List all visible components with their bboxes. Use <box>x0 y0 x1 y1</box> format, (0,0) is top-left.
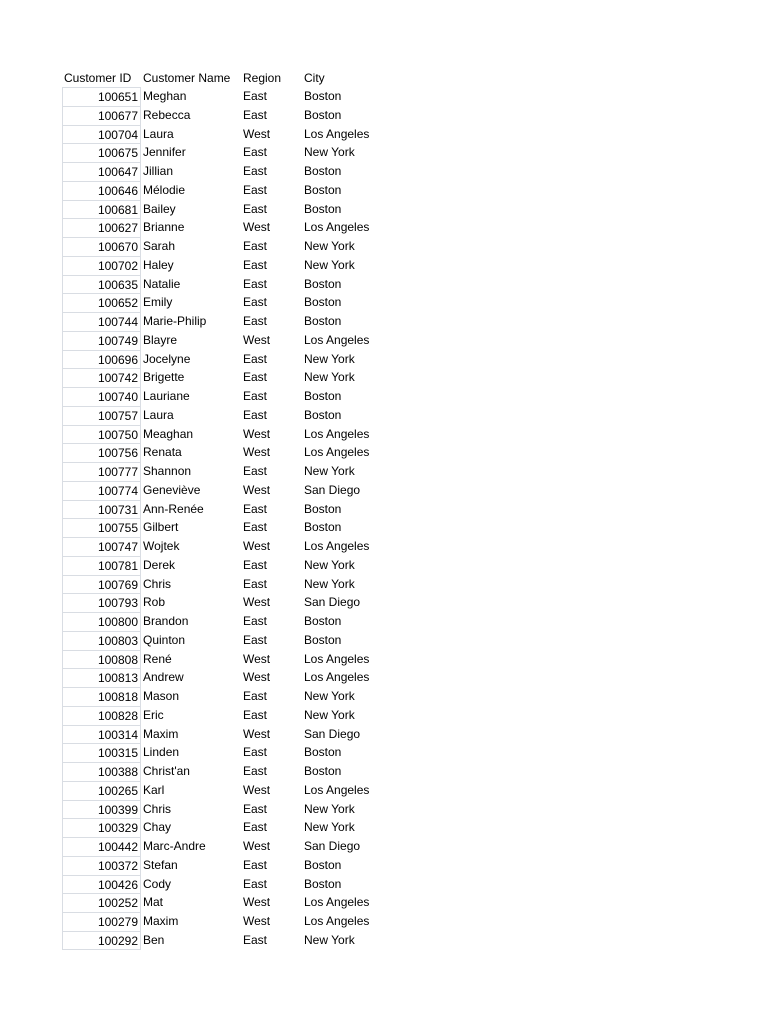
cell-city[interactable]: Boston <box>304 745 342 760</box>
cell-city[interactable]: Boston <box>304 295 342 310</box>
cell-customer-name[interactable]: Chris <box>143 576 172 591</box>
cell-customer-id[interactable]: 100652 <box>62 293 141 312</box>
cell-city[interactable]: New York <box>304 576 355 591</box>
cell-region[interactable]: East <box>243 107 268 122</box>
cell-region[interactable]: East <box>243 764 268 778</box>
cell-region[interactable]: West <box>243 839 271 853</box>
cell-region[interactable]: East <box>243 932 268 947</box>
cell-customer-id[interactable]: 100803 <box>62 631 141 650</box>
cell-customer-name[interactable]: Karl <box>143 782 165 797</box>
cell-customer-id[interactable]: 100756 <box>62 443 141 462</box>
cell-customer-name[interactable]: Jillian <box>143 164 174 178</box>
cell-customer-name[interactable]: Maxim <box>143 914 179 928</box>
cell-region[interactable]: West <box>243 332 271 347</box>
table-row <box>62 368 422 387</box>
cell-customer-name[interactable]: Chris <box>143 801 172 816</box>
cell-customer-id[interactable]: 100828 <box>62 706 141 725</box>
cell-customer-id[interactable]: 100742 <box>62 368 141 387</box>
cell-customer-name[interactable]: Eric <box>143 707 164 722</box>
cell-customer-name[interactable]: Christ'an <box>143 764 190 778</box>
cell-customer-id[interactable]: 100647 <box>62 162 141 181</box>
cell-city[interactable]: Los Angeles <box>304 126 370 141</box>
cell-city[interactable]: Boston <box>304 107 342 122</box>
cell-city[interactable]: Los Angeles <box>304 782 370 797</box>
cell-city[interactable]: New York <box>304 370 355 385</box>
cell-city[interactable]: Boston <box>304 276 342 291</box>
cell-region[interactable]: East <box>243 182 268 197</box>
cell-customer-name[interactable]: Mason <box>143 689 180 703</box>
cell-customer-name[interactable]: Derek <box>143 557 176 572</box>
cell-region[interactable]: East <box>243 370 268 385</box>
table-row <box>62 800 422 819</box>
cell-city[interactable]: New York <box>304 689 355 703</box>
table-row <box>62 331 422 350</box>
table-row <box>62 893 422 912</box>
cell-customer-id[interactable]: 100279 <box>62 912 141 931</box>
cell-city[interactable]: Los Angeles <box>304 220 370 235</box>
table-row <box>62 593 422 612</box>
cell-region[interactable]: West <box>243 651 271 666</box>
cell-customer-name[interactable]: Meghan <box>143 89 187 103</box>
cell-city[interactable]: New York <box>304 145 355 160</box>
table-row <box>62 275 422 294</box>
cell-region[interactable]: East <box>243 239 268 253</box>
cell-region[interactable]: East <box>243 276 268 291</box>
cell-region[interactable]: East <box>243 164 268 178</box>
cell-city[interactable]: Los Angeles <box>304 426 370 441</box>
cell-customer-name[interactable]: Maxim <box>143 726 179 741</box>
cell-region[interactable]: East <box>243 201 268 216</box>
cell-city[interactable]: Boston <box>304 876 342 891</box>
cell-city[interactable]: San Diego <box>304 595 361 610</box>
table-row <box>62 762 422 781</box>
cell-region[interactable]: East <box>243 820 268 835</box>
cell-region[interactable]: East <box>243 295 268 310</box>
cell-customer-id[interactable]: 100747 <box>62 537 141 556</box>
cell-customer-name[interactable]: Emily <box>143 295 173 310</box>
cell-city[interactable]: New York <box>304 932 355 947</box>
cell-customer-id[interactable]: 100755 <box>62 518 141 537</box>
cell-customer-id[interactable]: 100731 <box>62 500 141 519</box>
cell-region[interactable]: West <box>243 914 271 928</box>
cell-region[interactable]: West <box>243 482 271 497</box>
header-customer-name: Customer Name <box>143 70 231 85</box>
cell-customer-name[interactable]: Blayre <box>143 332 178 347</box>
cell-customer-id[interactable]: 100292 <box>62 931 141 950</box>
cell-region[interactable]: West <box>243 782 271 797</box>
cell-region[interactable]: West <box>243 426 271 441</box>
cell-city[interactable]: Boston <box>304 764 342 778</box>
table-row <box>62 125 422 144</box>
table-row <box>62 912 422 931</box>
cell-customer-name[interactable]: Ann-Renée <box>143 501 204 516</box>
cell-customer-name[interactable]: Marc-Andre <box>143 839 206 853</box>
cell-region[interactable]: East <box>243 389 268 403</box>
cell-region[interactable]: East <box>243 557 268 572</box>
table-row <box>62 406 422 425</box>
cell-customer-name[interactable]: Jennifer <box>143 145 186 160</box>
cell-customer-name[interactable]: Meaghan <box>143 426 194 441</box>
cell-region[interactable]: East <box>243 464 268 478</box>
cell-customer-name[interactable]: Brandon <box>143 614 189 628</box>
cell-city[interactable]: San Diego <box>304 726 361 741</box>
cell-customer-name[interactable]: Gilbert <box>143 520 179 535</box>
cell-customer-name[interactable]: Lauriane <box>143 389 190 403</box>
cell-city[interactable]: Boston <box>304 389 342 403</box>
cell-region[interactable]: West <box>243 595 271 610</box>
cell-customer-name[interactable]: Shannon <box>143 464 192 478</box>
cell-region[interactable]: West <box>243 539 271 553</box>
cell-customer-name[interactable]: René <box>143 651 172 666</box>
cell-region[interactable]: West <box>243 895 271 910</box>
cell-city[interactable]: San Diego <box>304 839 361 853</box>
table-row <box>62 143 422 162</box>
cell-city[interactable]: New York <box>304 707 355 722</box>
cell-customer-name[interactable]: Rob <box>143 595 166 610</box>
cell-customer-id[interactable]: 100757 <box>62 406 141 425</box>
cell-region[interactable]: East <box>243 520 268 535</box>
cell-region[interactable]: West <box>243 220 271 235</box>
cell-region[interactable]: East <box>243 257 268 272</box>
table-row <box>62 725 422 744</box>
cell-region[interactable]: East <box>243 407 268 422</box>
table-row <box>62 293 422 312</box>
header-region: Region <box>243 70 282 85</box>
cell-customer-name[interactable]: Andrew <box>143 670 184 685</box>
cell-city[interactable]: Boston <box>304 164 342 178</box>
table-row <box>62 106 422 125</box>
cell-customer-id[interactable]: 100315 <box>62 743 141 762</box>
cell-customer-id[interactable]: 100704 <box>62 125 141 144</box>
cell-region[interactable]: East <box>243 745 268 760</box>
cell-city[interactable]: Los Angeles <box>304 332 370 347</box>
cell-customer-name[interactable]: Quinton <box>143 632 186 647</box>
table-row <box>62 875 422 894</box>
cell-customer-id[interactable]: 100740 <box>62 387 141 406</box>
cell-customer-id[interactable]: 100670 <box>62 237 141 256</box>
cell-region[interactable]: West <box>243 445 271 460</box>
cell-city[interactable]: San Diego <box>304 482 361 497</box>
cell-city[interactable]: Los Angeles <box>304 914 370 928</box>
cell-customer-id[interactable]: 100818 <box>62 687 141 706</box>
cell-customer-id[interactable]: 100681 <box>62 200 141 219</box>
cell-city[interactable]: Los Angeles <box>304 670 370 685</box>
cell-region[interactable]: East <box>243 857 268 872</box>
cell-customer-id[interactable]: 100777 <box>62 462 141 481</box>
cell-customer-id[interactable]: 100744 <box>62 312 141 331</box>
cell-city[interactable]: Los Angeles <box>304 445 370 460</box>
cell-customer-id[interactable]: 100696 <box>62 350 141 369</box>
cell-customer-id[interactable]: 100329 <box>62 818 141 837</box>
cell-customer-name[interactable]: Rebecca <box>143 107 191 122</box>
cell-customer-id[interactable]: 100750 <box>62 425 141 444</box>
cell-city[interactable]: Boston <box>304 632 342 647</box>
cell-customer-name[interactable]: Haley <box>143 257 174 272</box>
cell-customer-name[interactable]: Jocelyne <box>143 351 191 366</box>
cell-customer-name[interactable]: Natalie <box>143 276 181 291</box>
cell-city[interactable]: Los Angeles <box>304 539 370 553</box>
cell-customer-id[interactable]: 100749 <box>62 331 141 350</box>
cell-region[interactable]: East <box>243 351 268 366</box>
table-row <box>62 706 422 725</box>
cell-customer-id[interactable]: 100800 <box>62 612 141 631</box>
cell-customer-name[interactable]: Laura <box>143 407 174 422</box>
customer-table <box>62 69 422 950</box>
cell-customer-name[interactable]: Brigette <box>143 370 185 385</box>
cell-city[interactable]: New York <box>304 239 355 253</box>
cell-city[interactable]: New York <box>304 557 355 572</box>
cell-customer-id[interactable]: 100635 <box>62 275 141 294</box>
table-row <box>62 312 422 331</box>
table-row <box>62 87 422 106</box>
cell-customer-id[interactable]: 100651 <box>62 87 141 106</box>
cell-city[interactable]: New York <box>304 257 355 272</box>
cell-customer-id[interactable]: 100372 <box>62 856 141 875</box>
table-row <box>62 162 422 181</box>
header-city: City <box>304 70 325 85</box>
table-row <box>62 218 422 237</box>
table-row <box>62 443 422 462</box>
cell-customer-name[interactable]: Cody <box>143 876 172 891</box>
cell-city[interactable]: Boston <box>304 201 342 216</box>
table-row <box>62 743 422 762</box>
cell-customer-id[interactable]: 100702 <box>62 256 141 275</box>
table-row <box>62 856 422 875</box>
cell-customer-id[interactable]: 100314 <box>62 725 141 744</box>
table-row <box>62 237 422 256</box>
cell-customer-id[interactable]: 100675 <box>62 143 141 162</box>
cell-customer-name[interactable]: Sarah <box>143 239 176 253</box>
cell-region[interactable]: East <box>243 632 268 647</box>
cell-region[interactable]: West <box>243 726 271 741</box>
cell-customer-name[interactable]: Renata <box>143 445 182 460</box>
cell-customer-name[interactable]: Stefan <box>143 857 178 872</box>
cell-customer-id[interactable]: 100265 <box>62 781 141 800</box>
table-body <box>62 87 422 950</box>
table-row <box>62 350 422 369</box>
cell-region[interactable]: East <box>243 576 268 591</box>
header-row <box>62 69 422 87</box>
cell-region[interactable]: East <box>243 801 268 816</box>
table-row <box>62 781 422 800</box>
cell-customer-id[interactable]: 100388 <box>62 762 141 781</box>
cell-customer-id[interactable]: 100442 <box>62 837 141 856</box>
cell-customer-name[interactable]: Brianne <box>143 220 185 235</box>
cell-customer-name[interactable]: Laura <box>143 126 174 141</box>
table-row <box>62 462 422 481</box>
cell-customer-name[interactable]: Mat <box>143 895 164 910</box>
table-row <box>62 631 422 650</box>
table-row <box>62 556 422 575</box>
table-row <box>62 687 422 706</box>
table-row <box>62 668 422 687</box>
cell-city[interactable]: Los Angeles <box>304 651 370 666</box>
table-row <box>62 181 422 200</box>
cell-customer-id[interactable]: 100774 <box>62 481 141 500</box>
cell-region[interactable]: East <box>243 614 268 628</box>
table-row <box>62 481 422 500</box>
cell-customer-name[interactable]: Geneviève <box>143 482 201 497</box>
table-row <box>62 518 422 537</box>
table-row <box>62 425 422 444</box>
table-row <box>62 931 422 950</box>
cell-customer-name[interactable]: Marie-Philip <box>143 314 207 328</box>
table-row <box>62 200 422 219</box>
cell-customer-name[interactable]: Chay <box>143 820 172 835</box>
cell-customer-name[interactable]: Wojtek <box>143 539 180 553</box>
cell-region[interactable]: East <box>243 707 268 722</box>
cell-customer-name[interactable]: Linden <box>143 745 180 760</box>
cell-customer-id[interactable]: 100677 <box>62 106 141 125</box>
table-row <box>62 575 422 594</box>
cell-region[interactable]: East <box>243 876 268 891</box>
cell-city[interactable]: New York <box>304 464 355 478</box>
cell-city[interactable]: New York <box>304 801 355 816</box>
cell-city[interactable]: Boston <box>304 857 342 872</box>
cell-customer-id[interactable]: 100627 <box>62 218 141 237</box>
cell-customer-id[interactable]: 100646 <box>62 181 141 200</box>
cell-customer-id[interactable]: 100813 <box>62 668 141 687</box>
cell-city[interactable]: Boston <box>304 314 342 328</box>
cell-city[interactable]: Boston <box>304 89 342 103</box>
cell-city[interactable]: Boston <box>304 182 342 197</box>
cell-region[interactable]: East <box>243 314 268 328</box>
cell-region[interactable]: West <box>243 126 271 141</box>
cell-customer-name[interactable]: Mélodie <box>143 182 186 197</box>
cell-city[interactable]: New York <box>304 351 355 366</box>
table-row <box>62 537 422 556</box>
cell-region[interactable]: East <box>243 689 268 703</box>
cell-city[interactable]: New York <box>304 820 355 835</box>
table-row <box>62 387 422 406</box>
cell-city[interactable]: Boston <box>304 407 342 422</box>
cell-customer-name[interactable]: Ben <box>143 932 165 947</box>
cell-customer-id[interactable]: 100781 <box>62 556 141 575</box>
cell-city[interactable]: Boston <box>304 614 342 628</box>
cell-region[interactable]: West <box>243 670 271 685</box>
cell-customer-id[interactable]: 100252 <box>62 893 141 912</box>
cell-customer-name[interactable]: Bailey <box>143 201 176 216</box>
cell-customer-id[interactable]: 100808 <box>62 650 141 669</box>
table-row <box>62 256 422 275</box>
table-row <box>62 650 422 669</box>
cell-city[interactable]: Boston <box>304 501 342 516</box>
cell-customer-id[interactable]: 100426 <box>62 875 141 894</box>
cell-region[interactable]: East <box>243 501 268 516</box>
cell-city[interactable]: Los Angeles <box>304 895 370 910</box>
cell-city[interactable]: Boston <box>304 520 342 535</box>
cell-customer-id[interactable]: 100399 <box>62 800 141 819</box>
table-row <box>62 818 422 837</box>
cell-region[interactable]: East <box>243 89 268 103</box>
cell-customer-id[interactable]: 100769 <box>62 575 141 594</box>
cell-customer-id[interactable]: 100793 <box>62 593 141 612</box>
header-customer-id: Customer ID <box>64 70 132 85</box>
table-row <box>62 500 422 519</box>
table-row <box>62 837 422 856</box>
cell-region[interactable]: East <box>243 145 268 160</box>
table-row <box>62 612 422 631</box>
